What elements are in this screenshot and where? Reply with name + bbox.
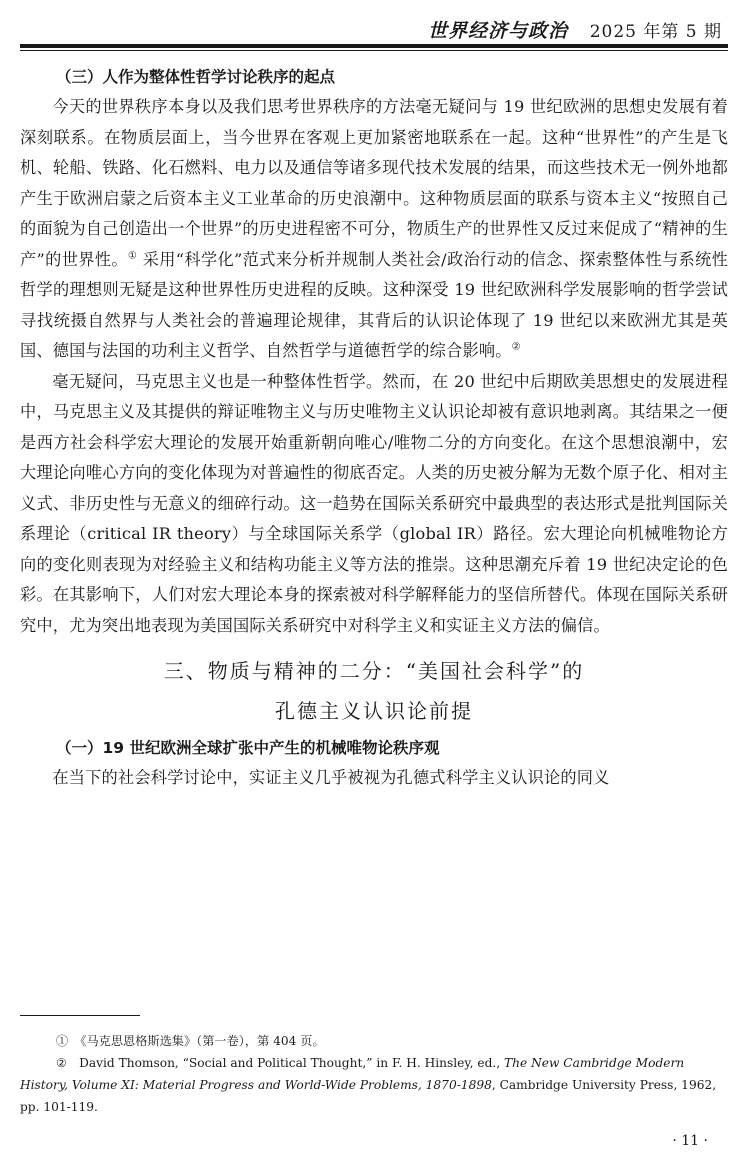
section-heading: 三、物质与精神的二分：“美国社会科学”的 孔德主义认识论前提 <box>163 659 585 723</box>
issue-label: 2025 年第 5 期 <box>589 22 722 42</box>
running-header <box>20 14 728 44</box>
footnote-ref[interactable]: ② <box>511 341 521 353</box>
header-rule-thin <box>20 50 728 51</box>
journal-title: 世界经济与政治 <box>427 20 568 42</box>
paragraph: 今天的世界秩序本身以及我们思考世界秩序的方法毫无疑问与 19 世纪欧洲的思想史发展有着深刻联系。在物质层面上，当今世界在客观上更加紧密地联系在一起。这种“世界性”的产生是飞机、轮船、铁路、化石燃料、电力以及通信等诸多现代技术发展的结果，而这些技术无一例外地都产生于欧洲启蒙之后资本主义工业革命的历史浪潮中。这种物质层面的联系与资本主义“按照自己的面貌为自己创造出一个世界”的历史进程密不可分，物质生产的世界性又反过来促成了“精神的生产”的世界性。① 采用“科学化”范式来分析并规制人类社会/政治行动的信念、探索整体性与系统性哲学的理想则无疑是这种世界性历史进程的反映。这种深受 19 世纪欧洲科学发展影响的哲学尝试寻找统摄自然界与人类社会的普遍理论规律，其背后的认识论体现了 19 世纪以来欧洲尤其是英国、德国与法国的功利主义哲学、自然哲学与道德哲学的综合影响。② <box>20 97 728 360</box>
footnote-2: ② David Thomson, “Social and Political Thought,” in F. H. Hinsley, ed., The New Cambridge Modern History, Volume XI: Material Progress and World-Wide Problems, 1870-1898, Cambridge University Press, 1962, pp. 101-119. <box>20 1056 717 1114</box>
article-body <box>20 66 728 794</box>
footnote-1: ① 《马克思恩格斯选集》（第一卷），第 404 页。 <box>56 1034 325 1048</box>
footnote-rule <box>20 1015 140 1016</box>
subsection-heading: （三）人作为整体性哲学讨论秩序的起点 <box>56 68 336 86</box>
page-number: · 11 · <box>672 1133 708 1149</box>
paragraph: 在当下的社会科学讨论中，实证主义几乎被视为孔德式科学主义认识论的同义 <box>52 768 610 787</box>
subsection-heading: （一）19 世纪欧洲全球扩张中产生的机械唯物论秩序观 <box>56 739 440 757</box>
paragraph: 毫无疑问，马克思主义也是一种整体性哲学。然而，在 20 世纪中后期欧美思想史的发展进程中，马克思主义及其提供的辩证唯物主义与历史唯物主义认识论却被有意识地剥离。其结果之一便是西方社会科学宏大理论的发展开始重新朝向唯心/唯物二分的方向变化。在这个思想浪潮中，宏大理论向唯心方向的变化体现为对普遍性的彻底否定。人类的历史被分解为无数个原子化、相对主义式、非历史性与无意义的细碎行动。这一趋势在国际关系研究中最典型的表达形式是批判国际关系理论（critical IR theory）与全球国际关系学（global IR）路径。宏大理论向机械唯物论方向的变化则表现为对经验主义和结构功能主义等方法的推崇。这种思潮充斥着 19 世纪决定论的色彩。在其影响下，人们对宏大理论本身的探索被对科学解释能力的坚信所替代。体现在国际关系研究中，尤为突出地表现为美国国际关系研究中对科学主义和实证主义方法的偏信。 <box>20 371 728 635</box>
footnotes <box>20 1030 728 1118</box>
footnote-ref[interactable]: ① <box>127 250 138 262</box>
header-rule-thick <box>20 44 728 48</box>
